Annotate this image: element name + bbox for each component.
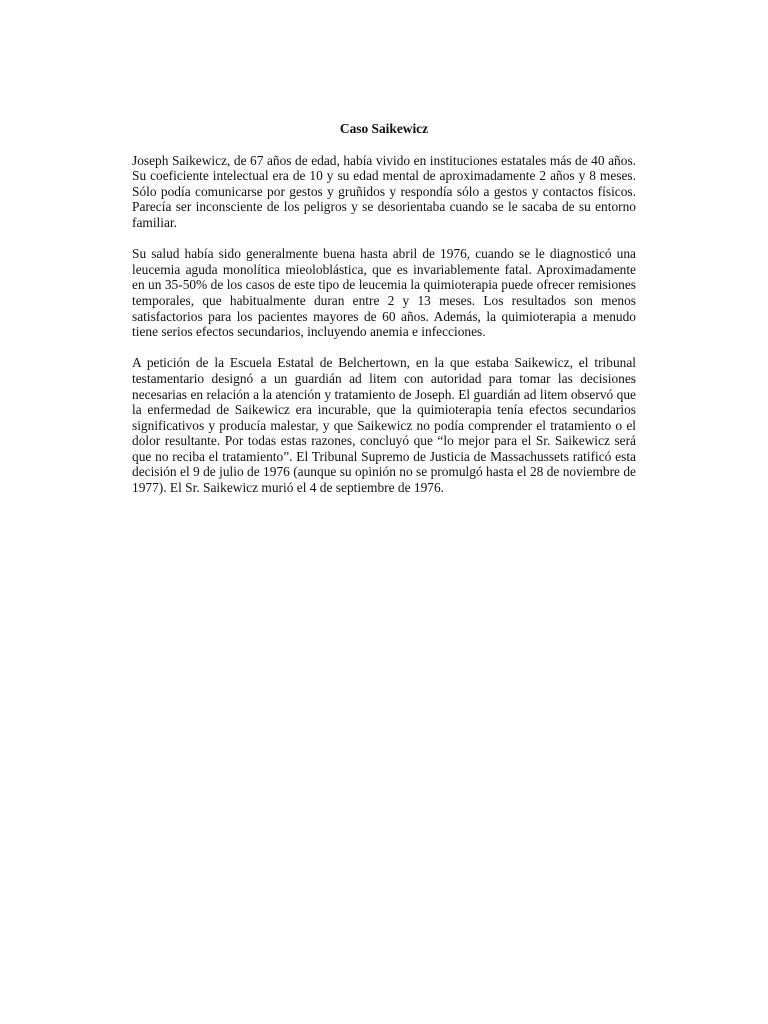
document-title: Caso Saikewicz: [339, 121, 429, 136]
paragraph-1: Joseph Saikewicz, de 67 años de edad, había vivido en instituciones estatales más de 40 años. Su coeficiente intelectual era de 10 y su edad mental de aproximadamente 2 años y 8 meses. Sólo podía comunicarse por gestos y gruñidos y respondía sólo a gestos y contactos físicos. Parecía ser inconsciente de los peligros y se desorientaba cuando se le sacaba de su entorno familiar.: [132, 152, 636, 230]
paragraph-2: Su salud había sido generalmente buena hasta abril de 1976, cuando se le diagnosticó una leucemia aguda monolítica mieoloblástica, que es invariablemente fatal. Aproximadamente en un 35-50% de los casos de este tipo de leucemia la quimioterapia puede ofrecer remisiones temporales, que habitualmente duran entre 2 y 13 meses. Los resultados son menos satisfactorios para los pacientes mayores de 60 años. Además, la quimioterapia a menudo tiene serios efectos secundarios, incluyendo anemia e infecciones.: [132, 246, 636, 340]
document-body: [132, 121, 636, 511]
paragraph-3: A petición de la Escuela Estatal de Belchertown, en la que estaba Saikewicz, el tribunal testamentario designó a un guardián ad litem con autoridad para tomar las decisiones necesarias en relación a la atención y tratamiento de Joseph. El guardián ad litem observó que la enfermedad de Saikewicz era incurable, que la quimioterapia tenía efectos secundarios significativos y producía malestar, y que Saikewicz no podía comprender el tratamiento o el dolor resultante. Por todas estas razones, concluyó que “lo mejor para el Sr. Saikewicz será que no reciba el tratamiento”. El Tribunal Supremo de Justicia de Massachussets ratificó esta decisión el 9 de julio de 1976 (aunque su opinión no se promulgó hasta el 28 de noviembre de 1977). El Sr. Saikewicz murió el 4 de septiembre de 1976.: [132, 355, 636, 496]
